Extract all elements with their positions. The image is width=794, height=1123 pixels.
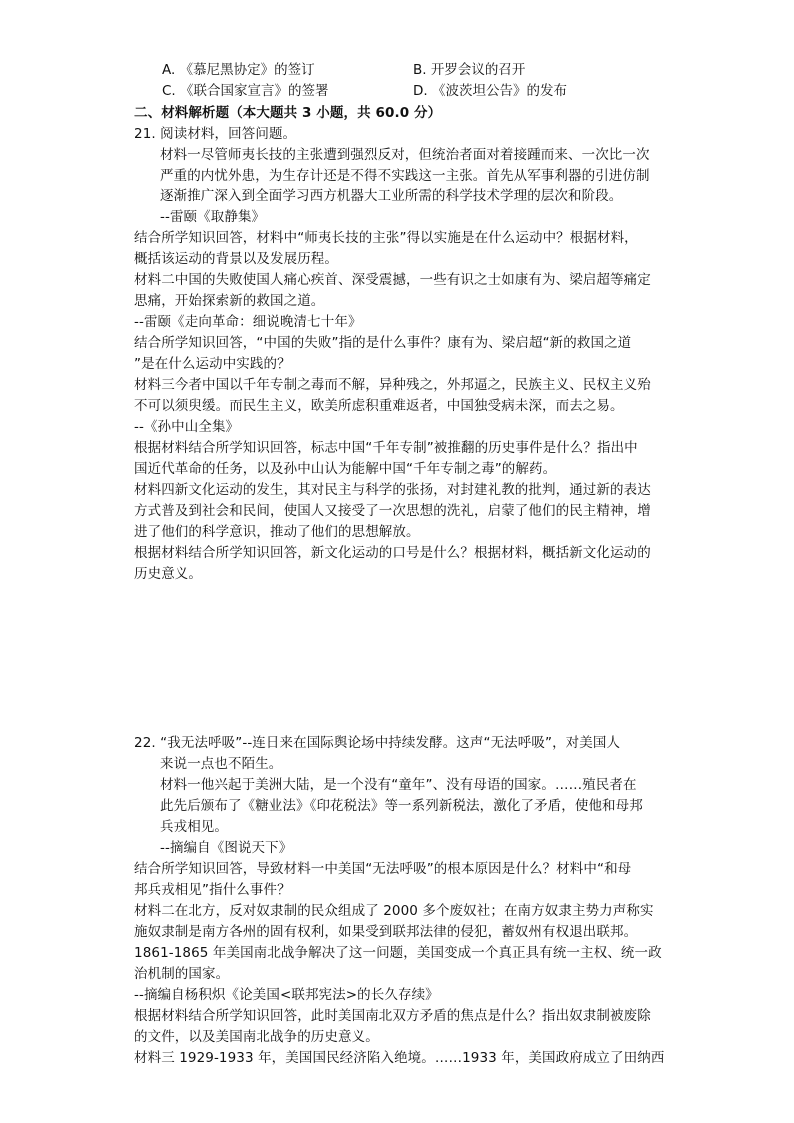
q22-material-2-line: 材料二在北方，反对奴隶制的民众组成了 2000 多个废奴社；在南方奴隶主势力声称实 bbox=[134, 903, 654, 919]
q22-stem: 22. “我无法呼吸”--连日来在国际舆论场中持续发酵。这声“无法呼吸”，对美国人 bbox=[134, 735, 621, 751]
q22-material-1-line: 材料一他兴起于美洲大陆，是一个没有“童年”、没有母语的国家。……殖民者在 bbox=[160, 777, 637, 793]
q21-material-4-line: 进了他们的科学意识，推动了他们的思想解放。 bbox=[134, 524, 420, 540]
q22-material-3-line: 材料三 1929-1933 年，美国国民经济陷入绝境。……1933 年，美国政府成立了田纳西 bbox=[134, 1050, 665, 1066]
q21-material-1-line: 逐渐推广深入到全面学习西方机器大工业所需的科学技术学理的层次和阶段。 bbox=[160, 188, 623, 204]
q21-question-4-line: 历史意义。 bbox=[134, 566, 202, 582]
q21-material-2-line: 材料二中国的失败使国人痛心疾首、深受震撼，一些有识之士如康有为、梁启超等痛定 bbox=[134, 272, 651, 288]
q21-material-1-line: 严重的内忧外患，为生存计还是不得不实践这一主张。首先从军事利器的引进仿制 bbox=[160, 168, 650, 184]
section-title: 二、材料解析题（本大题共 3 小题，共 60.0 分） bbox=[134, 105, 442, 121]
q21-question-3-line: 国近代革命的任务，以及孙中山认为能解中国“千年专制之毒”的解药。 bbox=[134, 461, 557, 477]
q21-material-4-line: 材料四新文化运动的发生，其对民主与科学的张扬，对封建礼教的批判，通过新的表达 bbox=[134, 482, 651, 498]
q21-material-1-source: --雷颐《取静集》 bbox=[160, 209, 266, 225]
q22-material-2-line: 治机制的国家。 bbox=[134, 966, 230, 982]
q22-material-1-line: 兵戎相见。 bbox=[160, 819, 228, 835]
q21-question-2-line: ”是在什么运动中实践的？ bbox=[134, 356, 291, 372]
q21-material-2-source: --雷颐《走向革命：细说晚清七十年》 bbox=[134, 314, 362, 330]
q22-material-2-line: 1861-1865 年美国南北战争解决了这一问题，美国变成一个真正具有统一主权、统一政 bbox=[134, 945, 662, 961]
option-d: D. 《波茨坦公告》的发布 bbox=[413, 83, 567, 99]
option-c: C. 《联合国家宣言》的签署 bbox=[162, 83, 329, 99]
q22-question-2-line: 的文件，以及美国南北战争的历史意义。 bbox=[134, 1029, 379, 1045]
q21-question-1-line: 结合所学知识回答，材料中“师夷长技的主张”得以实施是在什么运动中？根据材料， bbox=[134, 230, 638, 246]
q21-material-3-line: 材料三今者中国以千年专制之毒而不解，异种残之，外邦逼之，民族主义、民权主义殆 bbox=[134, 377, 651, 393]
q21-material-2-line: 思痛，开始探索新的救国之道。 bbox=[134, 293, 325, 309]
q22-material-1-source: --摘编自《图说天下》 bbox=[160, 840, 293, 856]
q22-question-1-line: 邦兵戎相见”指什么事件？ bbox=[134, 882, 291, 898]
q21-material-3-source: --《孙中山全集》 bbox=[134, 419, 240, 435]
option-b: B. 开罗会议的召开 bbox=[413, 62, 526, 78]
q21-material-1-line: 材料一尽管师夷长技的主张遭到强烈反对，但统治者面对着接踵而来、一次比一次 bbox=[160, 147, 650, 163]
q21-question-1-line: 概括该运动的背景以及发展历程。 bbox=[134, 251, 338, 267]
q22-material-1-line: 此先后颁布了《糖业法》《印花税法》等一系列新税法，激化了矛盾，使他和母邦 bbox=[160, 798, 643, 814]
q22-material-2-source: --摘编自杨积炽《论美国<联邦宪法>的长久存续》 bbox=[134, 987, 439, 1003]
q22-question-1-line: 结合所学知识回答，导致材料一中美国“无法呼吸”的根本原因是什么？材料中“和母 bbox=[134, 861, 632, 877]
q22-stem: 来说一点也不陌生。 bbox=[160, 756, 283, 772]
q21-material-3-line: 不可以须臾缓。而民生主义，欧美所虑积重难返者，中国独受病未深，而去之易。 bbox=[134, 398, 624, 414]
q21-question-3-line: 根据材料结合所学知识回答，标志中国“千年专制”被推翻的历史事件是什么？指出中 bbox=[134, 440, 638, 456]
q21-stem: 21. 阅读材料，回答问题。 bbox=[134, 126, 297, 142]
option-a: A. 《慕尼黑协定》的签订 bbox=[162, 62, 315, 78]
q22-material-2-line: 施奴隶制是南方各州的固有权利，如果受到联邦法律的侵犯，蓄奴州有权退出联邦。 bbox=[134, 924, 638, 940]
q21-question-2-line: 结合所学知识回答，“中国的失败”指的是什么事件？康有为、梁启超“新的救国之道 bbox=[134, 335, 632, 351]
q21-question-4-line: 根据材料结合所学知识回答，新文化运动的口号是什么？根据材料，概括新文化运动的 bbox=[134, 545, 651, 561]
q22-question-2-line: 根据材料结合所学知识回答，此时美国南北双方矛盾的焦点是什么？指出奴隶制被废除 bbox=[134, 1008, 651, 1024]
q21-material-4-line: 方式普及到社会和民间，使国人又接受了一次思想的洗礼，启蒙了他们的民主精神，增 bbox=[134, 503, 651, 519]
